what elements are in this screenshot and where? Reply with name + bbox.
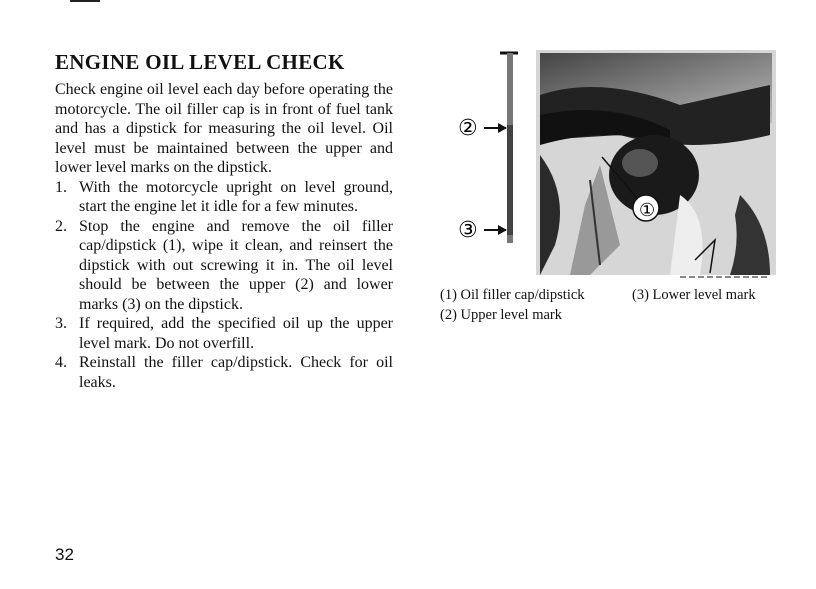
callout-label-3: ③ [458, 218, 478, 243]
callout-label-1: ① [639, 200, 656, 221]
caption-row [440, 305, 790, 325]
step-number: 3. [55, 315, 67, 332]
page-title: ENGINE OIL LEVEL CHECK [55, 50, 345, 74]
intro-paragraph: Check engine oil level each day before operating the motorcycle. The oil filler cap is in front of fuel tank and has a dipstick for measuring the oil level. Oil level must be maintained between the upper and lower level marks on the dipstick. [55, 81, 393, 176]
step-text: If required, add the specified oil up the upper level mark. Do not overfill. [79, 315, 393, 352]
step-item [55, 353, 393, 392]
callout-upper-mark [458, 116, 507, 141]
step-item [55, 314, 393, 353]
top-rule [70, 0, 100, 2]
steps-list [55, 178, 393, 393]
step-item [55, 217, 393, 315]
step-text: Reinstall the filler cap/dipstick. Check for oil leaks. [79, 354, 393, 391]
dipstick-illustration [500, 53, 518, 243]
step-text: With the motorcycle upright on level ground, start the engine let it idle for a few minutes. [79, 178, 393, 215]
step-text: Stop the engine and remove the oil filler cap/dipstick (1), wipe it clean, and reinsert the dipstick with out screwing it in. The oil level should be between the upper (2) and lower marks (3) on the dipstick. [79, 217, 393, 313]
caption-oil-filler-cap: (1) Oil filler cap/dipstick [440, 287, 585, 303]
step-item [55, 178, 393, 217]
body-text [55, 80, 393, 392]
caption-upper-level-mark: (2) Upper level mark [440, 307, 562, 323]
step-number: 4. [55, 354, 67, 371]
figure-caption [440, 285, 790, 325]
callout-label-2: ② [458, 116, 478, 141]
step-number: 2. [55, 217, 67, 235]
step-number: 1. [55, 178, 67, 196]
caption-row [440, 285, 790, 305]
caption-lower-level-mark: (3) Lower level mark [632, 287, 756, 303]
engine-photo [536, 50, 776, 277]
engine-oil-photo [440, 45, 780, 280]
page-number: 32 [55, 545, 74, 564]
callout-lower-mark [458, 218, 507, 243]
